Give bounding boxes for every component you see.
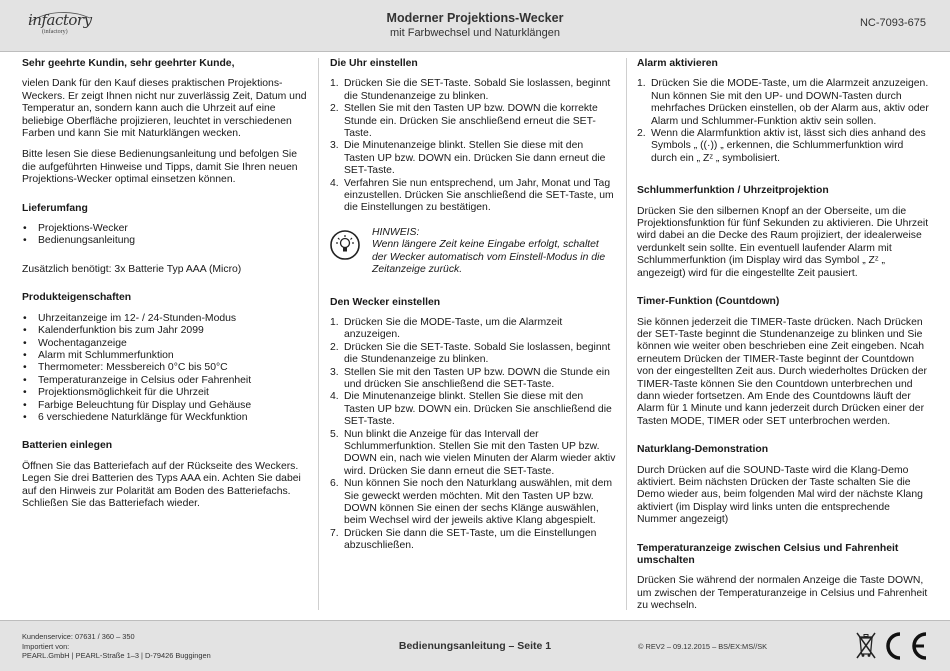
step-number: 1. <box>330 78 339 90</box>
hinweis-text: Wenn längere Zeit keine Eingabe erfolgt, schaltet der Wecker automatisch vom Einstell-Modus in die Zeitanzeige zurück. <box>372 239 606 276</box>
step-text: Stellen Sie mit den Tasten UP bzw. DOWN die korrekte Stunde ein. Drücken Sie anschließend erneut die SET-Taste. <box>344 103 598 140</box>
step-item <box>330 178 616 215</box>
weee-bin-icon <box>856 632 876 660</box>
list-item: • Projektionsmöglichkeit für die Uhrzeit <box>22 387 308 399</box>
list-item: • 6 verschiedene Naturklänge für Weckfunktion <box>22 412 308 424</box>
intro-paragraph: Bitte lesen Sie diese Bedienungsanleitung und befolgen Sie die aufgeführten Hinweise und Tipps, damit Sie Ihren neuen Projektions-Wecker optimal einsetzen können. <box>22 149 298 186</box>
step-number: 4. <box>330 177 339 189</box>
step-text: Die Minutenanzeige blinkt. Stellen Sie diese mit den Tasten UP bzw. DOWN ein. Drücken Sie anschließend die SET-Taste. <box>344 391 612 428</box>
step-number: 2. <box>330 103 339 115</box>
step-item <box>330 342 616 367</box>
naturklang-paragraph: Durch Drücken auf die SOUND-Taste wird die Klang-Demo aktiviert. Beim nächsten Drücken der Taste schalten Sie die Demo wieder aus, beim folgenden Mal wird der nächste Klang aktiviert (im Display wird links unten die entsprechende Nummer angezeigt) <box>637 464 923 526</box>
customer-service: Kundenservice: 07631 / 360 – 350 <box>22 632 135 641</box>
list-item: • Bedienungsanleitung <box>22 235 308 247</box>
logo-script: infactory <box>28 11 92 29</box>
lieferumfang-list <box>22 223 308 248</box>
lightbulb-icon <box>330 230 360 260</box>
step-number: 1. <box>330 316 339 328</box>
list-item: • Wochentaganzeige <box>22 338 308 350</box>
step-item <box>330 429 616 479</box>
timer-paragraph: Sie können jederzeit die TIMER-Taste drücken. Nach Drücken der SET-Taste beginnt die Stundenanzeige zu blinken und Sie können wie weiter oben beschrieben eine Zeit eingeben. Ncah erneutem Drücken der TIMER-Taste beginnt der Countdown von der eingestellten Zeit aus. Durch wiederholtes Drücken der TIMER-Taste können Sie den Countdown unterbrechen und dann wieder fortsetzen. Am Ende des Countdowns läuft der Alarm für 1 Minute und kann jederzeit durch Drücken einer der Tasten MODE, TIMER oder SET unterbrochen werden. <box>637 316 927 427</box>
logo-subtitle: (infactory) <box>42 29 68 35</box>
step-text: Nun können Sie noch den Naturklang auswählen, mit dem Sie geweckt werden möchten. Mit den Tasten UP bzw. DOWN können Sie einen der sechs Klänge auswählen, beim Wechsel wird der jeweils aktive Klang abgespielt. <box>344 478 613 527</box>
step-number: 3. <box>330 140 339 152</box>
step-item <box>637 128 929 165</box>
step-text: Stellen Sie mit den Tasten UP bzw. DOWN die Stunde ein und drücken Sie anschließend die SET-Taste. <box>344 366 610 390</box>
document-subtitle: mit Farbwechsel und Naturklängen <box>390 27 560 39</box>
section-heading-alarm: Alarm aktivieren <box>637 58 718 69</box>
section-heading-wecker: Den Wecker einstellen <box>330 296 441 308</box>
section-heading-produkteigenschaften: Produkteigenschaften <box>22 292 132 304</box>
step-item <box>330 317 616 342</box>
produkt-list <box>22 313 308 425</box>
column-middle <box>330 58 616 562</box>
hinweis-title: HINWEIS: <box>372 226 420 238</box>
step-number: 1. <box>637 78 646 90</box>
step-text: Wenn die Alarmfunktion aktiv ist, lässt sich dies anhand des Symbols „ ((·)) „ erkennen, die Schlummerfunktion wird durch ein „ Zᶻ „ symbolisiert. <box>651 128 926 164</box>
list-item: • Kalenderfunktion bis zum Jahr 2099 <box>22 325 308 337</box>
column-divider <box>318 58 319 610</box>
step-text: Drücken Sie die SET-Taste. Sobald Sie loslassen, beginnt die Stundenanzeige zu blinken. <box>344 341 611 366</box>
step-number: 5. <box>330 428 339 440</box>
document-title: Moderner Projektions-Wecker <box>386 11 564 25</box>
step-item <box>330 528 616 553</box>
wecker-steps <box>330 317 616 553</box>
schlummer-paragraph: Drücken Sie den silbernen Knopf an der Oberseite, um die Projektionsfunktion für fünf Sekunden zu aktivieren. Die Uhrzeit wird dabei an die Decke des Raum projiziert, der idealerweise verdunkelt sein sollte. Ein eventuell laufender Alarm mit Schlummerfunktion (im Display wird das Symbol „ Zᶻ „ angezeigt) wird für die eingestellte Zeit pausiert. <box>637 205 929 279</box>
importer-address: PEARL.GmbH | PEARL-Straße 1–3 | D-79426 Buggingen <box>22 651 211 661</box>
section-heading-lieferumfang: Lieferumfang <box>22 202 88 214</box>
page-footer <box>0 620 950 671</box>
step-item <box>330 478 616 528</box>
greeting-heading: Sehr geehrte Kundin, sehr geehrter Kunde, <box>22 58 235 69</box>
list-item: • Projektions-Wecker <box>22 223 308 235</box>
step-text: Verfahren Sie nun entsprechend, um Jahr, Monat und Tag einzustellen. Drücken Sie anschließend die SET-Taste, um die Einstellungen zu bestätigen. <box>344 177 614 214</box>
alarm-steps <box>637 78 929 165</box>
section-heading-batterien: Batterien einlegen <box>22 440 113 452</box>
page-header <box>0 0 950 52</box>
ce-mark-icon <box>880 630 930 662</box>
step-text: Drücken Sie die MODE-Taste, um die Alarmzeit anzuzeigen. <box>344 316 563 341</box>
hinweis-box <box>330 227 616 277</box>
batterien-paragraph: Öffnen Sie das Batteriefach auf der Rückseite des Weckers. Legen Sie drei Batterien des Typs AAA ein. Achten Sie dabei auf den Hinweis zur Polarität am Boden des Batteriefachs. Schließen Sie das Batteriefach wieder. <box>22 460 301 509</box>
list-item: • Uhrzeitanzeige im 12- / 24-Stunden-Modus <box>22 313 308 325</box>
revision-info: © REV2 – 09.12.2015 – BS/EX:MS//SK <box>638 642 768 651</box>
step-number: 2. <box>637 128 646 140</box>
importer-label: Importiert von: <box>22 641 70 651</box>
section-heading-naturklang: Naturklang-Demonstration <box>637 444 769 456</box>
step-text: Nun blinkt die Anzeige für das Intervall der Schlummerfunktion. Stellen Sie mit den Tasten UP bzw. DOWN ein, nach wie vielen Minuten der Alarm wieder aktiv wird. Drücken Sie dann erneut die SET-Taste. <box>344 428 616 477</box>
uhr-steps <box>330 78 616 214</box>
step-item <box>330 140 616 177</box>
step-item <box>330 78 616 103</box>
step-text: Drücken Sie die SET-Taste. Sobald Sie loslassen, beginnt die Stundenanzeige zu blinken. <box>344 78 611 102</box>
column-divider <box>626 58 627 610</box>
intro-paragraph: vielen Dank für den Kauf dieses praktischen Projektions-Weckers. Er zeigt Ihnen nicht nur zuverlässig Zeit, Datum und Temperatur an, sondern kann auch die Uhrzeit auf eine beliebige Oberfläche projizieren, leuchtet in verschiedenen Farben und kann Sie mit Naturklängen wecken. <box>22 78 307 140</box>
section-heading-timer: Timer-Funktion (Countdown) <box>637 296 780 308</box>
column-left <box>22 58 308 519</box>
step-text: Die Minutenanzeige blinkt. Stellen Sie diese mit den Tasten UP bzw. DOWN ein. Drücken Sie dann erneut die SET-Taste. <box>344 140 606 177</box>
list-item: • Alarm mit Schlummerfunktion <box>22 350 308 362</box>
page-label: Bedienungsanleitung – Seite 1 <box>398 640 552 652</box>
section-heading-schlummer: Schlummerfunktion / Uhrzeitprojektion <box>637 185 829 197</box>
step-item <box>637 78 929 128</box>
step-number: 2. <box>330 341 339 353</box>
list-item: • Thermometer: Messbereich 0°C bis 50°C <box>22 362 308 374</box>
step-text: Drücken Sie die MODE-Taste, um die Alarmzeit anzuzeigen. Nun können Sie mit den UP- und DOWN-Tasten durch mehrfaches Drücken einstellen, ob der Alarm aus, aktiv oder Alarm und Schlummer-Funktion aktiv sein sollen. <box>651 78 929 127</box>
step-number: 7. <box>330 527 339 539</box>
section-heading-temperatur: Temperaturanzeige zwischen Celsius und Fahrenheit umschalten <box>637 542 899 566</box>
step-item <box>330 103 616 140</box>
product-code: NC-7093-675 <box>859 17 926 29</box>
step-item <box>330 367 616 392</box>
additional-requirement: Zusätzlich benötigt: 3x Batterie Typ AAA (Micro) <box>22 263 242 275</box>
step-number: 6. <box>330 478 339 490</box>
step-text: Drücken Sie dann die SET-Taste, um die Einstellungen abzuschließen. <box>344 527 597 552</box>
step-number: 4. <box>330 391 339 403</box>
step-number: 3. <box>330 366 339 378</box>
list-item: • Farbige Beleuchtung für Display und Gehäuse <box>22 400 308 412</box>
step-item <box>330 391 616 428</box>
list-item: • Temperaturanzeige in Celsius oder Fahrenheit <box>22 375 308 387</box>
section-heading-uhr: Die Uhr einstellen <box>330 58 418 69</box>
temperatur-paragraph: Drücken Sie während der normalen Anzeige die Taste DOWN, um zwischen der Temperaturanzeige in Celsius und Fahrenheit zu wechseln. <box>637 575 928 612</box>
column-right <box>637 58 929 622</box>
